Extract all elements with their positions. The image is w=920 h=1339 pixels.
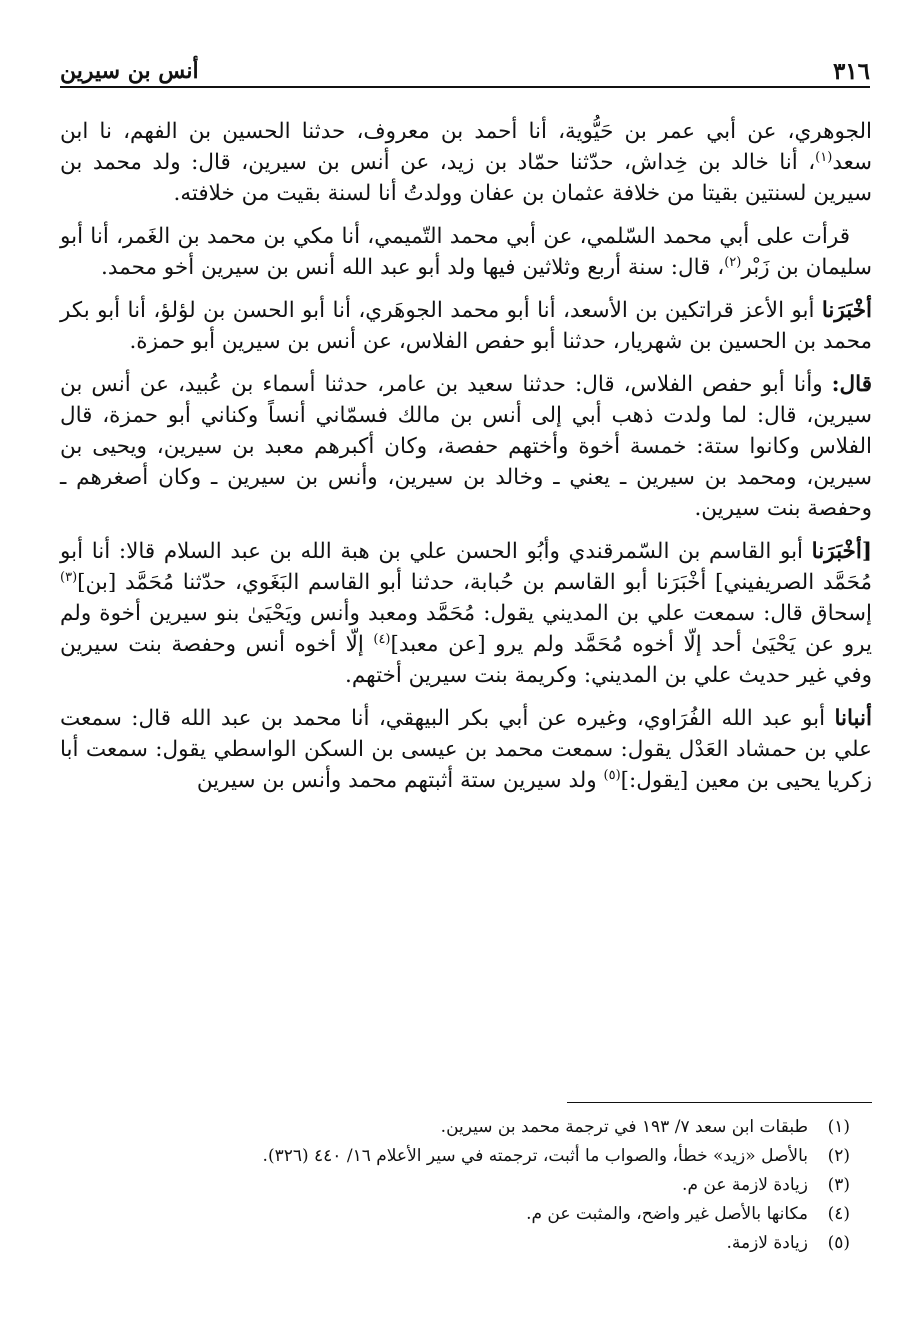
text-run: إسحاق قال: سمعت علي بن المديني يقول: مُحَمَّد ومعبد وأنس ويَحْيَىٰ بنو سيرين أخوة ولم يرو عن يَحْيَىٰ أحد إلّا أخوه مُحَمَّد ولم يرو [عن معبد] [60, 601, 872, 657]
paragraph [60, 221, 872, 283]
running-title: أنس بن سيرين [60, 58, 199, 84]
text-run: الجوهري، عن أبي عمر بن حَيُّوية، أنا أحمد بن معروف، حدثنا الحسين بن الفهم، نا ابن سعد [60, 119, 872, 175]
footnote-text: بالأصل «زيد» خطأ، والصواب ما أثبت، ترجمته في سير الأعلام ١٦/ ٤٤٠ (٣٢٦). [262, 1146, 808, 1166]
main-text [60, 116, 872, 808]
footnote-reference: (١) [815, 149, 833, 165]
footnote-number: (١) [827, 1117, 850, 1137]
footnotes-list [70, 1114, 850, 1259]
footnote-number: (٤) [827, 1204, 850, 1224]
footnote [70, 1201, 850, 1227]
text-run: قرأت على أبي محمد السّلمي، عن أبي محمد التّميمي، أنا مكي بن محمد بن الغَمر، أنا أبو سليمان بن زَبْر [60, 224, 872, 280]
footnote [70, 1143, 850, 1169]
footnote [70, 1230, 850, 1256]
footnote-reference: (٤) [373, 631, 391, 647]
text-run: أبو عبد الله الفُرَاوي، وغيره عن أبي بكر البيهقي، أنا محمد بن عبد الله قال: سمعت علي بن حمشاد العَدْل يقول: سمعت محمد بن عيسى بن السكن الواسطي يقول: سمعت أبا زكريا يحيى بن معين [يقول:] [60, 706, 872, 793]
paragraph [60, 369, 872, 524]
paragraph [60, 116, 872, 209]
footnote [70, 1114, 850, 1140]
narration-keyword: أنبانا [834, 706, 872, 731]
paragraph [60, 536, 872, 691]
footnote [70, 1172, 850, 1198]
footnote-text: طبقات ابن سعد ٧/ ١٩٣ في ترجمة محمد بن سيرين. [440, 1117, 808, 1137]
narration-keyword: أخْبَرَنا [821, 298, 872, 323]
text-run: ، أنا خالد بن خِداش، حدّثنا حمّاد بن زيد، عن أنس بن سيرين، قال: ولد محمد بن سيرين لسنتين بقيتا من خلافة عثمان بن عفان وولدتُ أنا لسنة بقيت من خلافته. [60, 150, 872, 206]
text-run: وأنا أبو حفص الفلاس، قال: حدثنا سعيد بن عامر، حدثنا أسماء بن عُبيد، عن أنس بن سيرين، قال: لما ولدت ذهب أبي إلى أنس بن مالك فسمّاني أنساً وكناني أبو حمزة، قال الفلاس وكانوا ستة: خمسة أخوة وأختهم حفصة، وكان أكبرهم معبد بن سيرين، ويحيى بن سيرين، ومحمد بن سيرين ـ يعني ـ وخالد بن سيرين، وأنس بن سيرين ـ وكان أصغرهم ـ وحفصة بنت سيرين. [60, 372, 872, 521]
footnote-text: مكانها بالأصل غير واضح، والمثبت عن م. [526, 1204, 808, 1224]
footnote-number: (٥) [827, 1233, 850, 1253]
text-run: أبو الأعز قراتكين بن الأسعد، أنا أبو محمد الجوهَري، أنا أبو الحسن بن لؤلؤ، أنا أبو بكر محمد بن الحسين بن شهريار، حدثنا أبو حفص الفلاس، عن أنس بن سيرين أبو حمزة. [60, 298, 872, 354]
paragraph [60, 703, 872, 796]
text-run: ، قال: سنة أربع وثلاثين فيها ولد أبو عبد الله أنس بن سيرين أخو محمد. [101, 255, 725, 280]
paragraph [60, 295, 872, 357]
footnote-separator [567, 1102, 872, 1103]
page-header [60, 52, 870, 88]
footnote-reference: (٢) [724, 254, 742, 270]
footnote-text: زيادة لازمة. [726, 1233, 808, 1253]
page-number: ٣١٦ [832, 58, 870, 85]
narration-keyword: [أخْبَرَنا [811, 539, 872, 564]
footnote-reference: (٥) [603, 767, 621, 783]
footnote-text: زيادة لازمة عن م. [682, 1175, 808, 1195]
text-run: إلّا أخوه أنس وحفصة بنت سيرين وفي غير حديث علي بن المديني: وكريمة بنت سيرين أختهم. [60, 632, 872, 688]
footnote-reference: (٣) [60, 569, 78, 585]
text-run: أبو القاسم بن السّمرقندي وأبُو الحسن علي بن هبة الله بن عبد السلام قالا: أنا أبو مُحَمَّد الصريفيني] أخْبَرَنا أبو القاسم بن حُبابة، حدثنا أبو القاسم البَغَوي، حدّثنا مُحَمَّد [بن] [60, 539, 872, 595]
footnote-number: (٢) [827, 1146, 850, 1166]
text-run: ولد سيرين ستة أثبتهم محمد وأنس بن سيرين [196, 768, 604, 793]
narration-keyword: قال: [831, 372, 872, 397]
footnote-number: (٣) [827, 1175, 850, 1195]
